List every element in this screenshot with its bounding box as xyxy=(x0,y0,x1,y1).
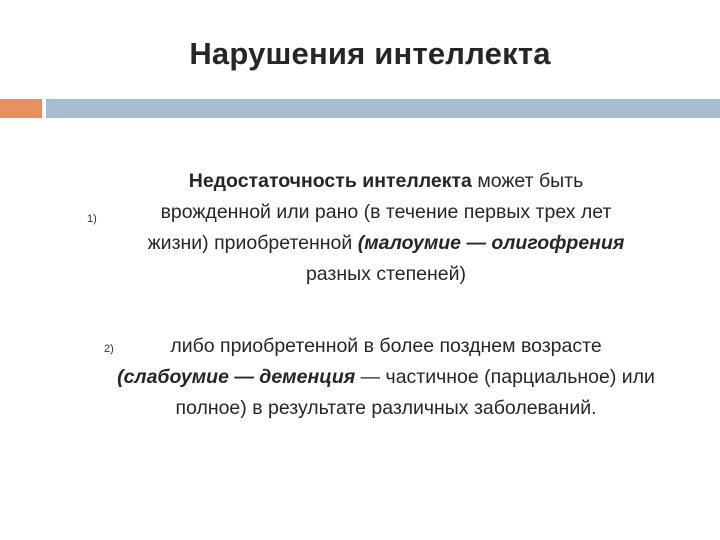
paragraph-2-line-2-text: — частичное (парциальное) или xyxy=(355,366,655,388)
slide-title: Нарушения интеллекта xyxy=(189,36,551,71)
paragraph-2-line-1: либо приобретенной в более позднем возрасте xyxy=(170,335,602,357)
paragraph-1-line-3-text: жизни) приобретенной xyxy=(147,232,358,254)
paragraph-1-line-1 xyxy=(96,166,676,197)
list-number-1: 1) xyxy=(87,213,97,225)
paragraph-2 xyxy=(72,331,700,424)
title-accent-bar xyxy=(0,99,42,118)
paragraph-2-line-2 xyxy=(72,362,700,393)
title-rule-bar xyxy=(46,99,720,118)
paragraph-1-line-3 xyxy=(96,228,676,259)
paragraph-1-term: (малоумие — олигофрения xyxy=(357,232,625,254)
paragraph-1-line-4: разных степеней) xyxy=(305,263,467,285)
paragraph-1-lead-bold: Недостаточность интеллекта xyxy=(188,170,472,192)
paragraph-1-line-2: врожденной или рано (в течение первых трех лет xyxy=(160,201,612,223)
paragraph-1 xyxy=(96,166,676,290)
paragraph-2-term: (слабоумие — деменция xyxy=(117,366,356,388)
paragraph-2-line-3: полное) в результате различных заболеваний. xyxy=(175,397,597,419)
paragraph-1-lead-rest: может быть xyxy=(471,170,584,192)
list-number-2: 2) xyxy=(104,343,114,355)
